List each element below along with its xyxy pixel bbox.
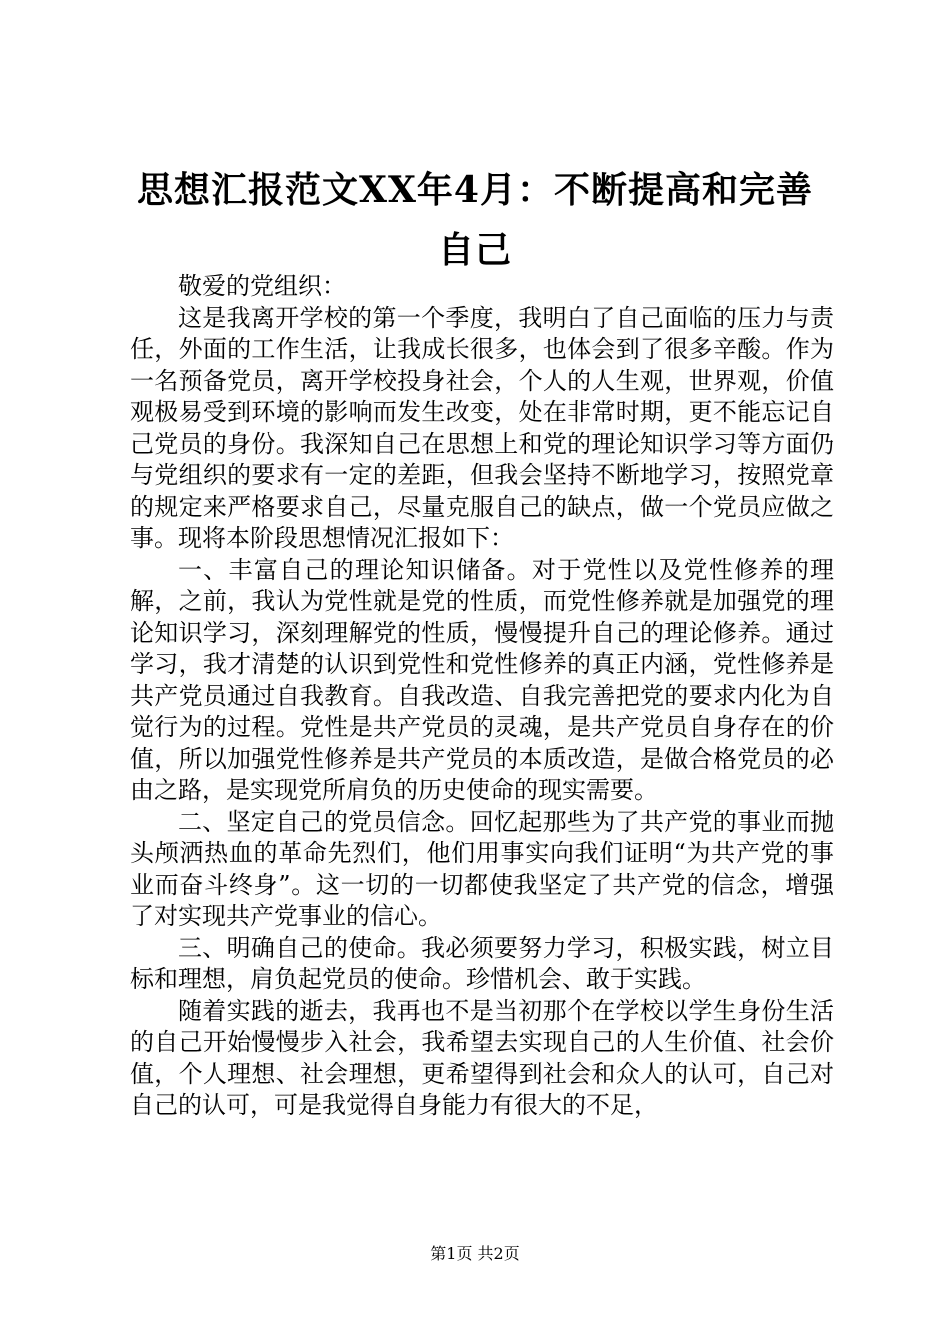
paragraph-point-two: 二、坚定自己的党员信念。回忆起那些为了共产党的事业而抛头颅洒热血的革命先烈们，他们用事实向我们证明“为共产党的事业而奋斗终身”。这一切的一切都使我坚定了共产党的信念，增强了对实现共产党事业的信心。 <box>130 807 834 930</box>
paragraph-point-one: 一、丰富自己的理论知识储备。对于党性以及党性修养的理解，之前，我认为党性就是党的性质，而党性修养就是加强党的理论知识学习，深刻理解党的性质，慢慢提升自己的理论修养。通过学习，我才清楚的认识到党性和党性修养的真正内涵，党性修养是共产党员通过自我教育。自我改造、自我完善把党的要求内化为自觉行为的过程。党性是共产党员的灵魂，是共产党员自身存在的价值，所以加强党性修养是共产党员的本质改造，是做合格党员的必由之路，是实现党所肩负的历史使命的现实需要。 <box>130 555 834 804</box>
document-body <box>130 271 834 1122</box>
paragraph-point-three: 三、明确自己的使命。我必须要努力学习，积极实践，树立目标和理想，肩负起党员的使命。珍惜机会、敢于实践。 <box>130 933 834 993</box>
document-title: 思想汇报范文XX年4月：不断提高和完善自己 <box>137 169 813 271</box>
page-footer: 第1页 共2页 <box>430 1244 520 1263</box>
paragraph-intro: 这是我离开学校的第一个季度，我明白了自己面临的压力与责任，外面的工作生活，让我成长很多，也体会到了很多辛酸。作为一名预备党员，离开学校投身社会，个人的人生观，世界观，价值观极易受到环境的影响而发生改变，处在非常时期，更不能忘记自己党员的身份。我深知自己在思想上和党的理论知识学习等方面仍与党组织的要求有一定的差距，但我会坚持不断地学习，按照党章的规定来严格要求自己，尽量克服自己的缺点，做一个党员应做之事。现将本阶段思想情况汇报如下： <box>130 303 834 552</box>
paragraph-closing: 随着实践的逝去，我再也不是当初那个在学校以学生身份生活的自己开始慢慢步入社会，我希望去实现自己的人生价值、社会价值，个人理想、社会理想，更希望得到社会和众人的认可，自己对自己的认可，可是我觉得自身能力有很大的不足， <box>130 996 834 1119</box>
salutation: 敬爱的党组织： <box>178 272 346 300</box>
